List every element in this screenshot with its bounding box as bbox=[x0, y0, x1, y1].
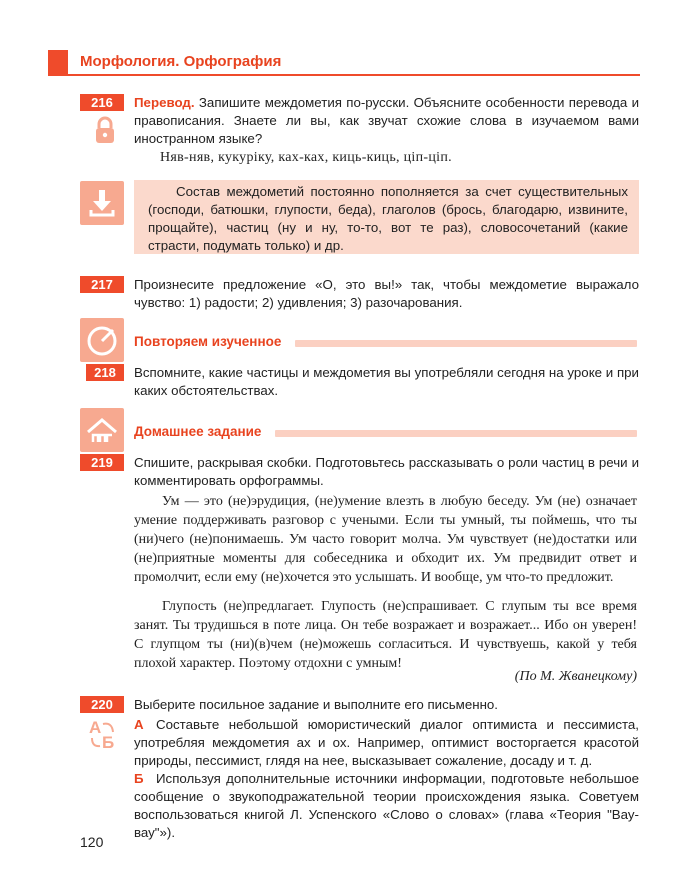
page-number: 120 bbox=[80, 834, 104, 850]
home-icon bbox=[80, 408, 124, 452]
exercise-218-text: Вспомните, какие частицы и междометия вы употребляли сегодня на уроке и при каких обстоятельствах. bbox=[134, 365, 639, 398]
exercise-216-text bbox=[134, 94, 639, 148]
task-a-text: Составьте небольшой юмористический диалог оптимиста и пессимиста, употребляя междометия ах и ох. Например, оптимист восторгается красотой природы, пессимист, глядя на нее, высказывает сожаление, досаду и т. д. bbox=[134, 717, 639, 768]
exercise-number-216: 216 bbox=[80, 94, 124, 111]
task-b-label: Б bbox=[134, 771, 144, 786]
exercise-219-paragraph-1: Ум — это (не)эрудиция, (не)умение влезть в любую беседу. Ум (не) означает умение поддерживать разговор с учеными. Если ты умный, ты поймешь, что ты (ни)чего (не)понимаешь. Ум часто говорит молча. Ум чувствует (не)достатки или (не)приятные моменты для собеседника и обходит их. Ум предвидит ответ и промолчит, если ему (не)хочется это услышать. И вообще, ум что-то предложит. bbox=[134, 494, 637, 585]
exercise-219-text: Спишите, раскрывая скобки. Подготовьтесь рассказывать о роли частиц в речи и комментировать орфограммы. bbox=[134, 455, 639, 488]
homework-section-rule bbox=[275, 430, 637, 437]
task-b-text: Используя дополнительные источники информации, подготовьте небольшое сообщение о звукоподражательной теории происхождения языка. Советуем воспользоваться книгой Л. Успенского «Слово о словах» (глава «Теория "Вау-вау"»). bbox=[134, 771, 639, 840]
exercise-216-instruction: Запишите междометия по-русски. Объясните особенности перевода и правописания. Знаете ли вы, как звучат схожие слова в изучаемом вами иностранном языке? bbox=[134, 95, 639, 146]
svg-text:A: A bbox=[89, 718, 102, 737]
svg-text:Б: Б bbox=[102, 733, 115, 752]
exercise-number-220: 220 bbox=[80, 696, 124, 713]
exercise-219-source: (По М. Жванецкому) bbox=[514, 669, 637, 684]
lock-icon bbox=[94, 116, 116, 149]
task-a-label: А bbox=[134, 717, 144, 732]
exercise-220-text: Выберите посильное задание и выполните его письменно. bbox=[134, 697, 498, 712]
target-icon bbox=[80, 318, 124, 362]
rule-text: Состав междометий постоянно пополняется за счет существительных (господи, батюшки, глупости, беда), глаголов (брось, благодарю, извините, прощайте), частиц (ну и ну, то-то, вот те раз), словосочетаний (какие страсти, подумать только) и др. bbox=[148, 184, 628, 253]
task-b bbox=[134, 770, 639, 842]
review-section-rule bbox=[295, 340, 637, 347]
page-header-title: Морфология. Орфография bbox=[80, 53, 282, 70]
exercise-217-text: Произнесите предложение «О, это вы!» так, чтобы междометие выражало чувство: 1) радости; 2) удивления; 3) разочарования. bbox=[134, 277, 639, 310]
task-a bbox=[134, 716, 639, 770]
header-rule bbox=[68, 74, 640, 76]
exercise-number-217: 217 bbox=[80, 276, 124, 293]
exercise-219-paragraph-2: Глупость (не)предлагает. Глупость (не)спрашивает. С глупым ты все время занят. Ты трудишься в поте лица. Он тебе возражает и возражает... Ибо он уверен! С глупцом ты (ни)(в)чем (не)можешь согласиться. И чувствуешь, какой у тебя плохой характер. Поэтому отдохни с умным! bbox=[134, 599, 637, 671]
exercise-number-218: 218 bbox=[86, 364, 124, 381]
header-marker bbox=[48, 50, 68, 76]
exercise-216-lead: Перевод. bbox=[134, 95, 195, 110]
exercise-number-219: 219 bbox=[80, 454, 124, 471]
rule-box bbox=[134, 180, 639, 254]
exercise-216-example: Няв-няв, кукуріку, ках-ках, киць-киць, ціп-ціп. bbox=[160, 150, 452, 165]
review-section-title: Повторяем изученное bbox=[134, 334, 282, 349]
download-icon bbox=[80, 181, 124, 225]
alphabet-icon bbox=[88, 716, 122, 757]
homework-section-title: Домашнее задание bbox=[134, 424, 262, 439]
